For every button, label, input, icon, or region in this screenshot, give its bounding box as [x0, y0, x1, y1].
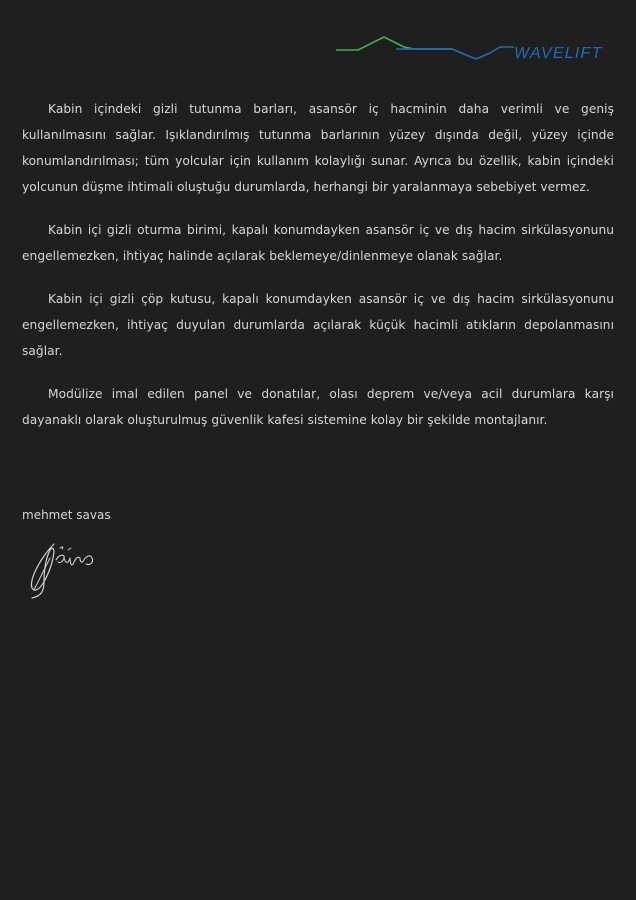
paragraph-trash-bin: Kabin içi gizli çöp kutusu, kapalı konumdayken asansör iç ve dış hacim sirkülasyonunu engellemezken, ihtiyaç duyulan durumlarda açılarak küçük hacimli atıkların depolanmasını sağlar.	[22, 292, 614, 358]
signature-icon	[24, 538, 106, 600]
author-name: mehmet savas	[22, 508, 111, 522]
wave-logo-icon	[334, 33, 620, 63]
logo-text: WAVELIFT	[514, 45, 603, 62]
paragraph-seat-unit: Kabin içi gizli oturma birimi, kapalı konumdayken asansör iç ve dış hacim sirkülasyonunu engellemezken, ihtiyaç halinde açılarak beklemeye/dinlenmeye olanak sağlar.	[22, 223, 614, 263]
wavelift-logo	[334, 33, 620, 63]
paragraph-modular-panels: Modülize imal edilen panel ve donatılar, olası deprem ve/veya acil durumlara karşı dayanaklı olarak oluşturulmuş güvenlik kafesi sistemine kolay bir şekilde montajlanır.	[22, 387, 614, 427]
paragraph-handrails: Kabin içindeki gizli tutunma barları, asansör iç hacminin daha verimli ve geniş kullanılmasını sağlar. Işıklandırılmış tutunma barlarının yüzey dışında değil, yüzey içinde konumlandırılması; tüm yolcular için kullanım kolaylığı sunar. Ayrıca bu özellik, kabin içindeki yolcunun düşme ihtimali oluştuğu durumlarda, herhangi bir yaralanmaya sebebiyet vermez.	[22, 102, 614, 194]
document-body	[22, 96, 614, 450]
